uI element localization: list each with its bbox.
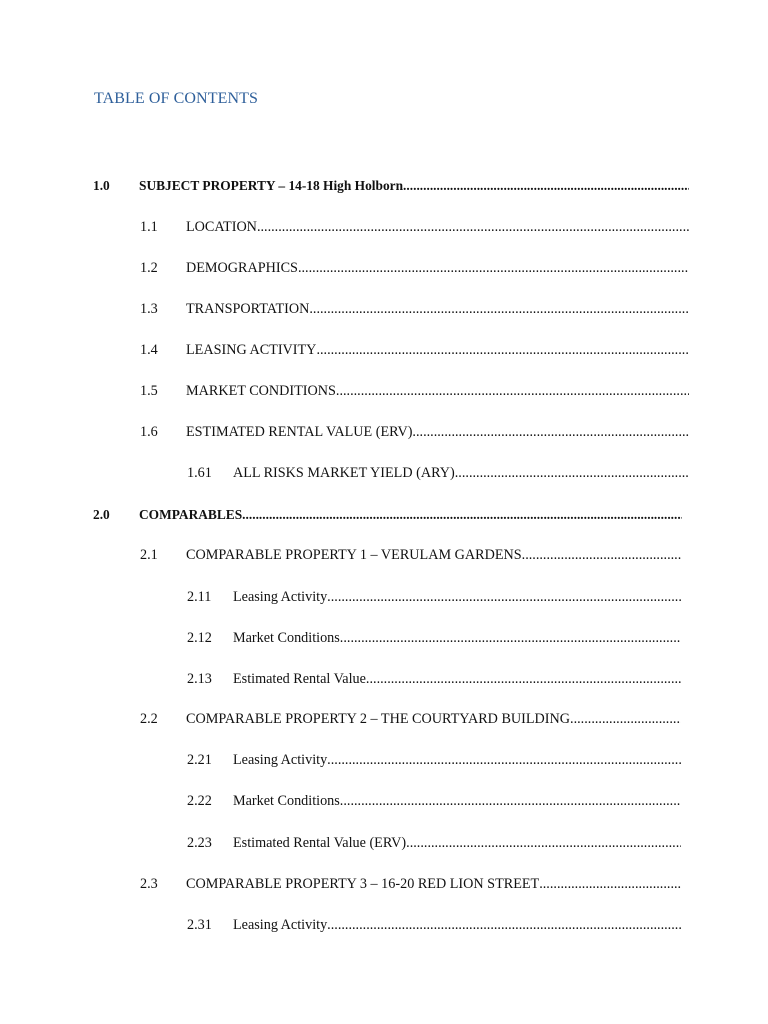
toc-dot-leader [366, 671, 681, 688]
toc-entry-title: Market Conditions [233, 630, 340, 646]
toc-entry-title: COMPARABLE PROPERTY 3 – 16-20 RED LION STREET [186, 876, 540, 892]
toc-dot-leader [455, 465, 689, 482]
toc-entry-2-22[interactable] [187, 793, 681, 813]
toc-entry-number: 1.0 [93, 178, 110, 193]
toc-dot-leader [570, 711, 681, 728]
toc-entry-number: 2.22 [187, 793, 212, 809]
toc-entry-number: 2.13 [187, 671, 212, 687]
toc-entry-number: 1.5 [140, 383, 158, 399]
toc-entry-number: 1.6 [140, 424, 158, 440]
toc-entry-number: 1.3 [140, 301, 158, 317]
toc-dot-leader [340, 793, 681, 810]
toc-entry-2-3[interactable] [140, 876, 681, 896]
toc-entry-1-2[interactable] [140, 260, 689, 280]
toc-dot-leader [327, 589, 681, 606]
toc-entry-title: Leasing Activity [233, 917, 328, 933]
toc-entry-1-4[interactable] [140, 342, 689, 362]
toc-entry-2-23[interactable] [187, 835, 681, 855]
toc-heading: TABLE OF CONTENTS [94, 90, 258, 107]
toc-entry-title: COMPARABLES [139, 507, 243, 522]
toc-entry-title: Estimated Rental Value (ERV) [233, 835, 407, 851]
toc-dot-leader [298, 260, 689, 277]
toc-entry-title: LOCATION [186, 219, 257, 235]
toc-entry-title: SUBJECT PROPERTY – 14-18 High Holborn [139, 178, 404, 193]
toc-entry-number: 2.11 [187, 589, 212, 605]
toc-entry-number: 2.23 [187, 835, 212, 851]
toc-dot-leader [327, 752, 681, 769]
toc-entry-number: 2.1 [140, 547, 158, 563]
toc-entry-title: COMPARABLE PROPERTY 1 – VERULAM GARDENS [186, 547, 522, 563]
toc-dot-leader [309, 301, 689, 318]
toc-dot-leader [522, 547, 681, 564]
toc-entry-2-2[interactable] [140, 711, 681, 731]
toc-dot-leader [412, 424, 689, 441]
toc-entry-number: 2.21 [187, 752, 212, 768]
toc-entry-2-12[interactable] [187, 630, 681, 650]
toc-dot-leader [327, 917, 681, 934]
toc-entry-1-0[interactable] [93, 178, 689, 198]
toc-dot-leader [257, 219, 689, 236]
toc-entry-number: 1.2 [140, 260, 158, 276]
toc-entry-1-1[interactable] [140, 219, 689, 239]
toc-entry-title: COMPARABLE PROPERTY 2 – THE COURTYARD BUILDING [186, 711, 571, 727]
toc-dot-leader [242, 507, 682, 523]
toc-entry-number: 1.4 [140, 342, 158, 358]
toc-entry-1-5[interactable] [140, 383, 689, 403]
toc-entry-title: Leasing Activity [233, 589, 328, 605]
toc-entry-2-13[interactable] [187, 671, 681, 691]
toc-dot-leader [406, 835, 681, 852]
toc-entry-title: ALL RISKS MARKET YIELD (ARY) [233, 465, 455, 481]
toc-entry-number: 1.61 [187, 465, 212, 481]
toc-entry-title: ESTIMATED RENTAL VALUE (ERV) [186, 424, 413, 440]
toc-dot-leader [340, 630, 681, 647]
toc-entry-title: Market Conditions [233, 793, 340, 809]
toc-entry-1-6[interactable] [140, 424, 689, 444]
toc-entry-title: Leasing Activity [233, 752, 328, 768]
toc-dot-leader [539, 876, 681, 893]
toc-entry-number: 2.0 [93, 507, 110, 522]
toc-entry-title: LEASING ACTIVITY [186, 342, 317, 358]
toc-entry-number: 1.1 [140, 219, 158, 235]
toc-entry-2-0[interactable] [93, 507, 682, 527]
toc-entry-2-31[interactable] [187, 917, 681, 937]
toc-entry-title: MARKET CONDITIONS [186, 383, 336, 399]
toc-dot-leader [403, 178, 689, 194]
toc-entry-1-3[interactable] [140, 301, 689, 321]
toc-entry-number: 2.12 [187, 630, 212, 646]
toc-dot-leader [316, 342, 689, 359]
toc-entry-number: 2.3 [140, 876, 158, 892]
toc-entry-title: TRANSPORTATION [186, 301, 310, 317]
toc-entry-title: Estimated Rental Value [233, 671, 366, 687]
toc-entry-title: DEMOGRAPHICS [186, 260, 298, 276]
toc-entry-2-11[interactable] [187, 589, 681, 609]
toc-dot-leader [336, 383, 689, 400]
toc-entry-2-1[interactable] [140, 547, 681, 567]
toc-entry-1-61[interactable] [187, 465, 689, 485]
toc-entry-number: 2.31 [187, 917, 212, 933]
toc-entry-number: 2.2 [140, 711, 158, 727]
toc-entry-2-21[interactable] [187, 752, 681, 772]
